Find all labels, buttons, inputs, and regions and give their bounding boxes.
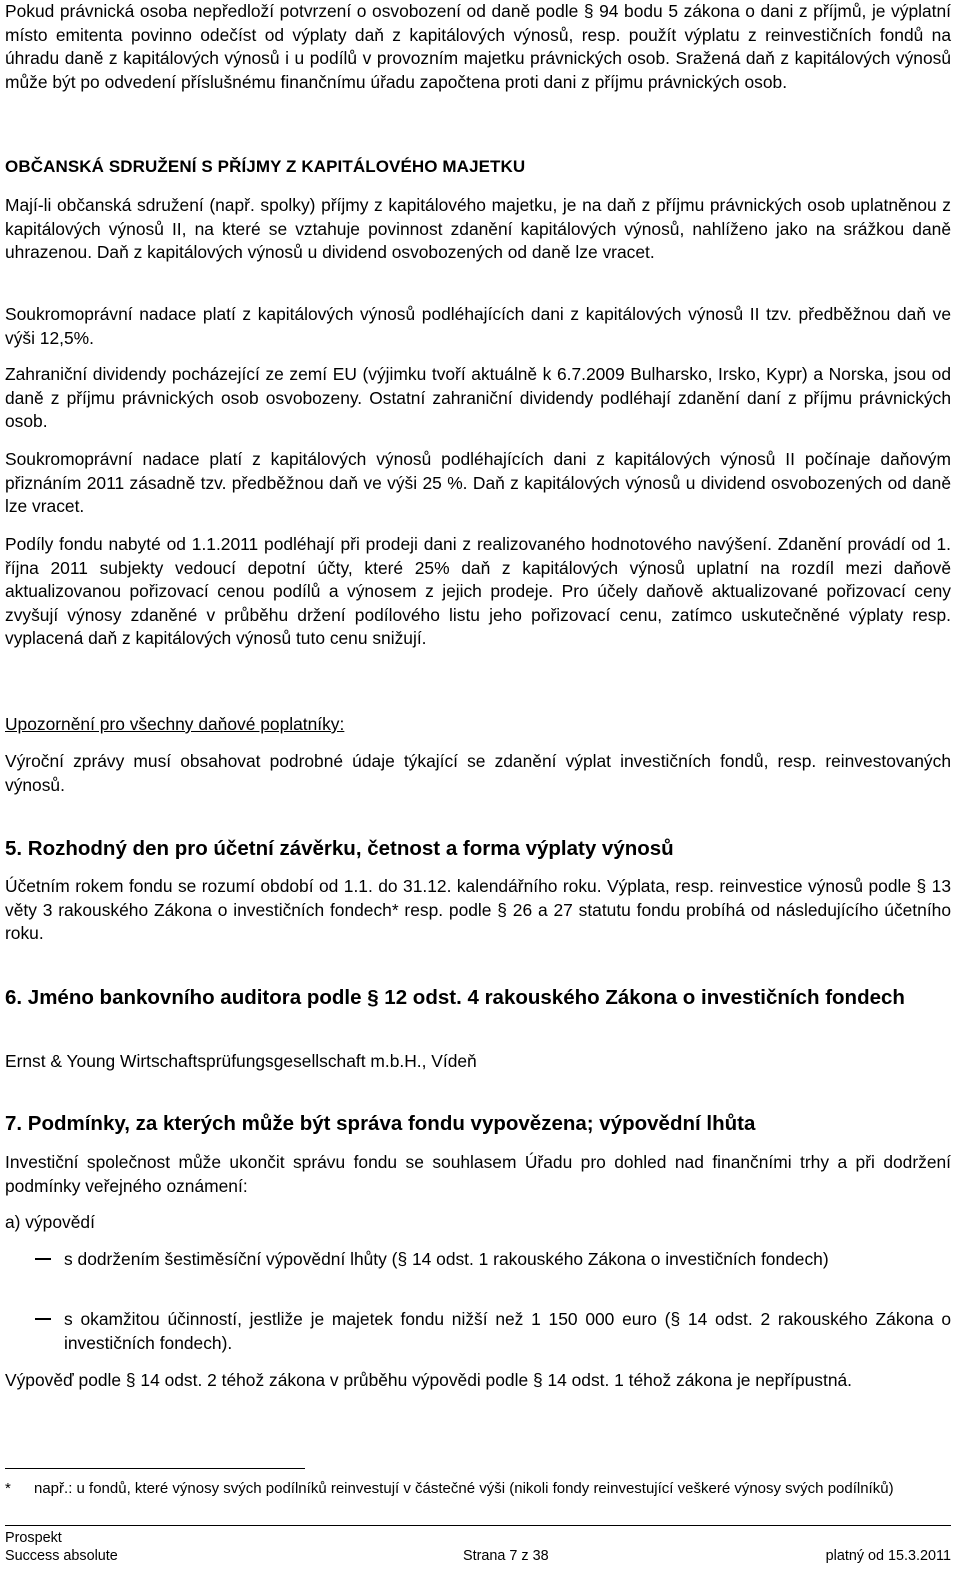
paragraph-foundations-12-5: Soukromoprávní nadace platí z kapitálových výnosů podléhajících dani z kapitálových výnosů II tzv. předběžnou daň ve výši 12,5%.	[5, 304, 951, 348]
footer-page-number: Strana 7 z 38	[463, 1548, 549, 1564]
paragraph-annual-reports: Výroční zprávy musí obsahovat podrobné údaje týkající se zdanění výplat investičních fondů, resp. reinvestovaných výnosů.	[5, 751, 951, 795]
section-7-closing: Výpověď podle § 14 odst. 2 téhož zákona v průběhu výpovědi podle § 14 odst. 1 téhož zákona je nepřípustná.	[5, 1370, 852, 1390]
dash-bullet	[35, 1258, 51, 1260]
paragraph-foreign-dividends: Zahraniční dividendy pocházející ze zemí EU (výjimku tvoří aktuálně k 6.7.2009 Bulharsko, Irsko, Kypr) a Norska, jsou od daně z příjmu právnických osob osvobozeny. Ostatní zahraniční dividendy podléhají zdanění daní z příjmu právnických osob.	[5, 364, 951, 431]
notice-heading: Upozornění pro všechny daňové poplatníky:	[5, 714, 345, 734]
footnote	[5, 1479, 951, 1499]
dash-bullet	[35, 1318, 51, 1320]
section-7-dash-item-1: s dodržením šestiměsíční výpovědní lhůty (§ 14 odst. 1 rakouského Zákona o investičních fondech)	[5, 1248, 951, 1272]
section-5-text: Účetním rokem fondu se rozumí období od 1.1. do 31.12. kalendářního roku. Výplata, resp. reinvestice výnosů podle § 13 věty 3 rakouského Zákona o investičních fondech* resp. podle § 26 a 27 statutu fondu probíhá od následujícího účetního roku.	[5, 876, 951, 943]
paragraph-foundations-25: Soukromoprávní nadace platí z kapitálových výnosů podléhajících dani z kapitálových výnosů II počínaje daňovým přiznáním 2011 zásadně tzv. předběžnou daň ve výši 25 %. Daň z kapitálových výnosů u dividend osvobozených od daně lze vracet.	[5, 449, 951, 516]
footer-valid-from: platný od 15.3.2011	[825, 1548, 951, 1564]
paragraph-legal-entity-tax: Pokud právnická osoba nepředloží potvrzení o osvobození od daně podle § 94 bodu 5 zákona o dani z příjmů, je výplatní místo emitenta povinno odečíst od výplaty daň z kapitálových výnosů, resp. použít výplatu z reinvestičních fondů na úhradu daně z kapitálových výnosů i u podílů v provozním majetku právnických osob. Sražená daň z kapitálových výnosů může být po odvedení příslušnému finančnímu úřadu započtena proti dani z příjmu právnických osob.	[5, 1, 951, 92]
section-5-title: 5. Rozhodný den pro účetní závěrku, četnost a forma výplaty výnosů	[5, 837, 674, 860]
section-7-item-a: a) výpovědí	[5, 1212, 95, 1232]
paragraph-fund-shares-2011: Podíly fondu nabyté od 1.1.2011 podléhají při prodeji dani z realizovaného hodnotového navýšení. Zdanění provádí od 1. října 2011 subjekty vedoucí depotní účty, které 25% daň z kapitálových výnosů uplatní na rozdíl mezi daňově aktualizovanou pořizovací cenou podílů a výnosem z jejich prodeje. Pro účely daňově aktualizované pořizovací ceny zvyšují výnosy zdaněné v průběhu držení podílového listu jeho pořizovací cenu, zatímco uskutečněné výplaty resp. vyplacená daň z kapitálových výnosů tuto cenu snižují.	[5, 534, 951, 648]
section-6-text: Ernst & Young Wirtschaftsprüfungsgesellschaft m.b.H., Vídeň	[5, 1051, 477, 1071]
paragraph-civic-associations: Mají-li občanská sdružení (např. spolky) příjmy z kapitálového majetku, je na daň z příjmu právnických osob uplatněnou z kapitálových výnosů II, na které se vztahuje povinnost zdanění kapitálových výnosů, nahlíženo jako na srážkou daně uhrazenou. Daň z kapitálových výnosů u dividend osvobozených od daně lze vracet.	[5, 195, 951, 262]
section-7-text: Investiční společnost může ukončit správu fondu se souhlasem Úřadu pro dohled nad finančními trhy a při dodržení podmínky veřejného oznámení:	[5, 1152, 951, 1196]
section-7-dash-item-2: s okamžitou účinností, jestliže je majetek fondu nižší než 1 150 000 euro (§ 14 odst. 2 rakouského Zákona o investičních fondech).	[5, 1308, 951, 1355]
footnote-text: např.: u fondů, které výnosy svých podílníků reinvestují v částečné výši (nikoli fondy reinvestující veškeré výnosy svých podílníků)	[34, 1480, 894, 1497]
footer-doc-type: Prospekt	[5, 1530, 62, 1546]
footer-fund-name: Success absolute	[5, 1548, 118, 1564]
footnote-separator	[5, 1468, 305, 1469]
footnote-mark: *	[5, 1480, 11, 1497]
footer-separator	[5, 1525, 951, 1526]
section-7-title: 7. Podmínky, za kterých může být správa fondu vypovězena; výpovědní lhůta	[5, 1112, 756, 1135]
heading-civic-associations: OBČANSKÁ SDRUŽENÍ S PŘÍJMY Z KAPITÁLOVÉHO MAJETKU	[5, 157, 526, 176]
section-6-title: 6. Jméno bankovního auditora podle § 12 odst. 4 rakouského Zákona o investičních fondech	[5, 986, 905, 1009]
